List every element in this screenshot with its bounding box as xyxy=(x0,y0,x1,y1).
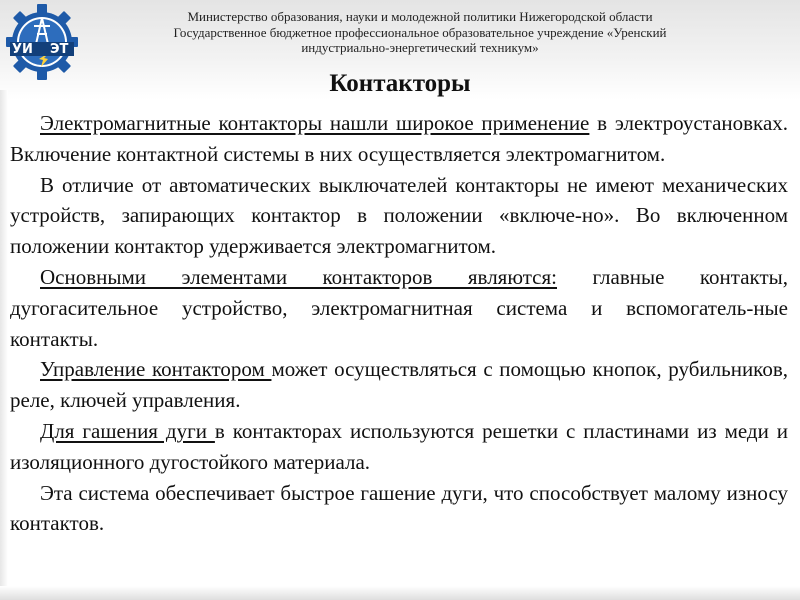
paragraph-5 xyxy=(10,416,788,478)
paragraph-5-text: в контакторах используются решетки с пластинами из меди и изоляционного дугостойкого материала. xyxy=(10,418,789,474)
paragraph-1-underlined: Электромагнитные контакторы нашли широкое применение xyxy=(40,111,590,135)
paragraph-4-text: может осуществляться с помощью кнопок, рубильников, реле, ключей управления. xyxy=(10,357,788,413)
left-shadow-frame xyxy=(0,90,8,600)
paragraph-6-text: Эта система обеспечивает быстрое гашение дуги, что способствует малому износу контактов. xyxy=(10,480,788,536)
paragraph-4-underlined: Управление контактором xyxy=(40,357,272,382)
slide-body xyxy=(10,108,788,539)
logo-text-left: УИ xyxy=(12,42,33,57)
paragraph-3-text: главные контакты, дугогасительное устройство, электромагнитная система и вспомогатель-ные контакты. xyxy=(10,264,788,351)
paragraph-1 xyxy=(10,108,788,170)
paragraph-2 xyxy=(10,170,788,262)
paragraph-6 xyxy=(10,478,788,540)
logo-text-right: ЭТ xyxy=(50,42,69,57)
institution-header xyxy=(100,9,740,56)
header-line-institution: Государственное бюджетное профессиональное образовательное учреждение «Уренский xyxy=(173,24,667,40)
paragraph-5-underlined: Для гашения дуги xyxy=(40,418,215,443)
logo xyxy=(6,4,78,80)
header-line-ministry: Министерство образования, науки и молодежной политики Нижегородской области xyxy=(187,9,653,24)
paragraph-3 xyxy=(10,262,788,354)
paragraph-2-text: В отличие от автоматических выключателей контакторы не имеют механических устройств, запирающих контактор в положении «включе-но». Во включенном положении контактор удерживается электромагнитом. xyxy=(10,172,788,259)
paragraph-4 xyxy=(10,354,788,416)
paragraph-3-underlined: Основными элементами контакторов являются: xyxy=(40,264,557,289)
paragraph-1-text: в электроустановках. Включение контактной системы в них осуществляется электромагнитом. xyxy=(10,111,789,166)
header-line-institution-name: индустриально-энергетический техникум» xyxy=(301,40,539,55)
bottom-shadow-frame xyxy=(0,586,800,600)
slide-title: Контакторы xyxy=(329,70,471,97)
